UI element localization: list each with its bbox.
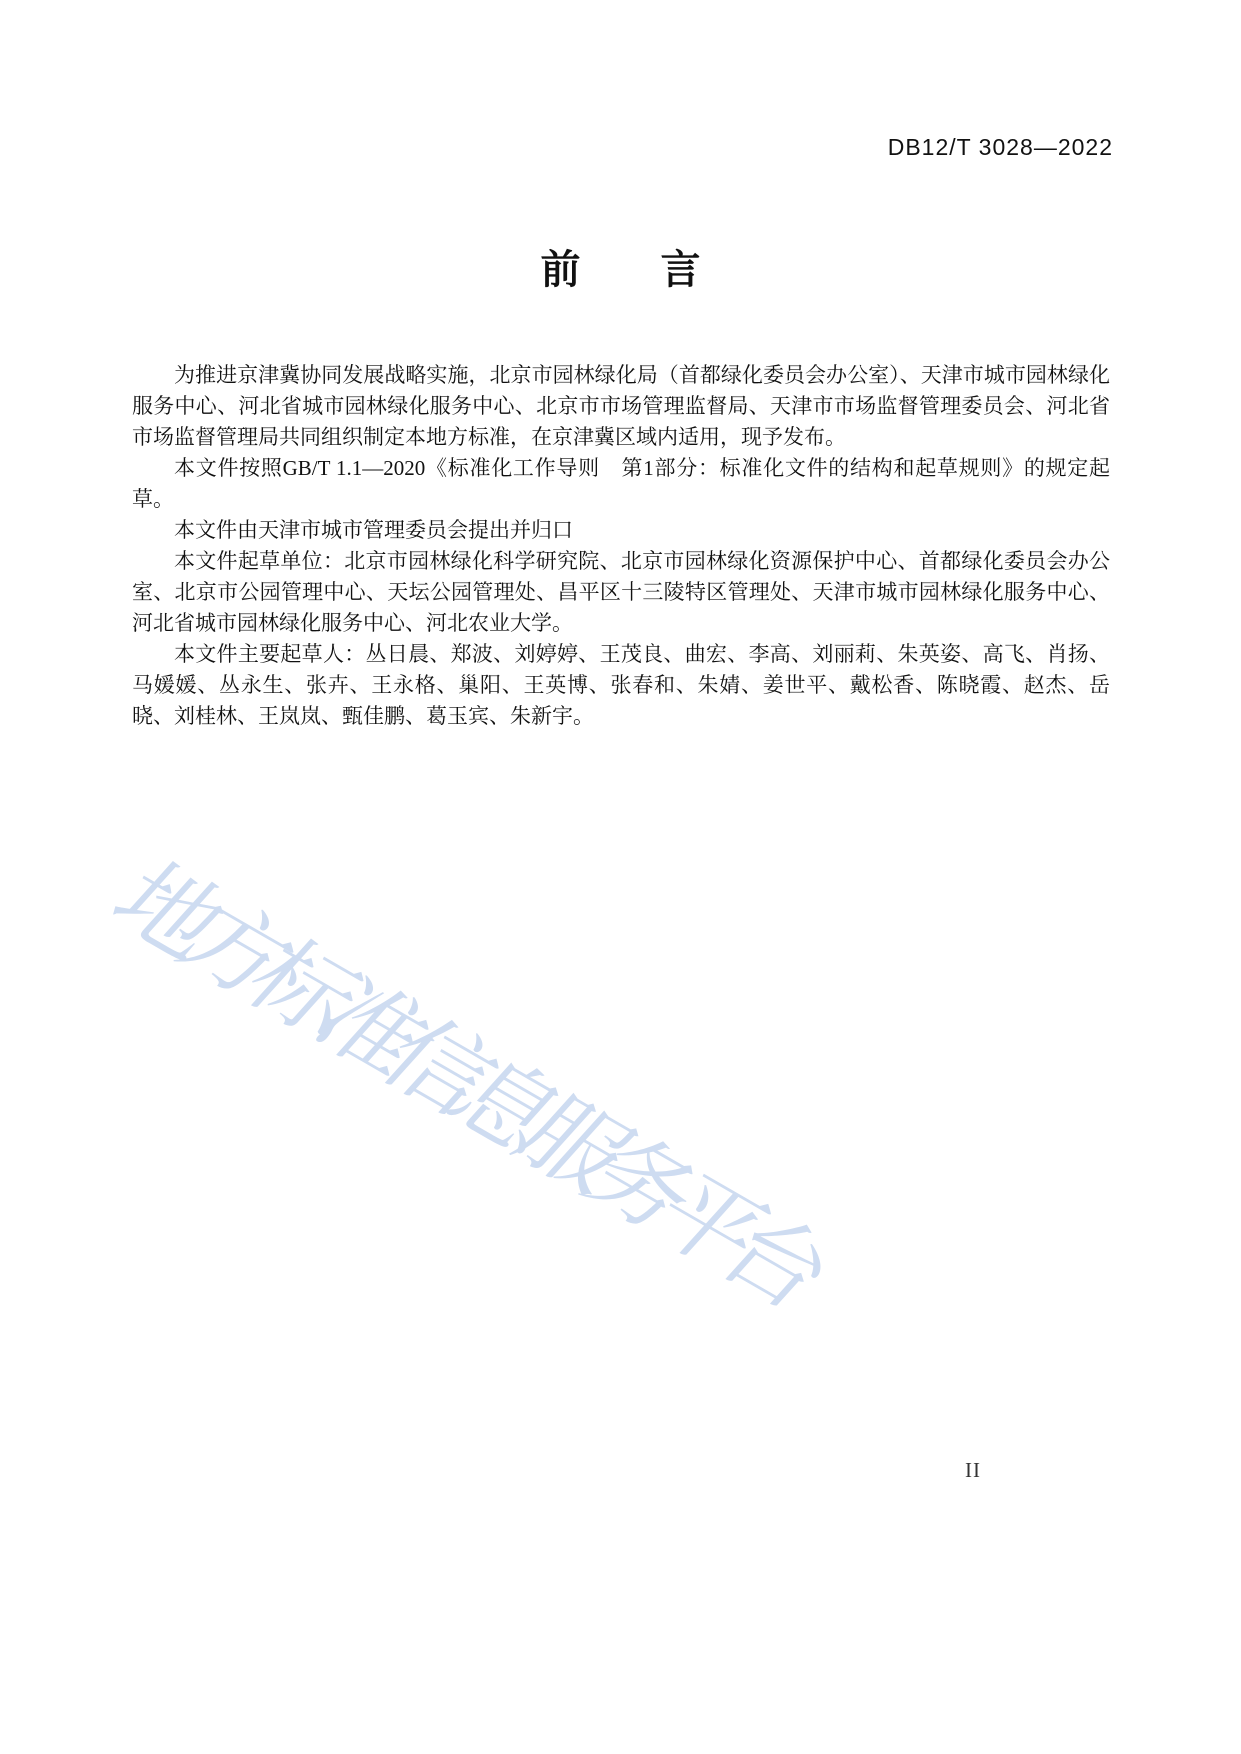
- paragraph-drafting-units: 本文件起草单位：北京市园林绿化科学研究院、北京市园林绿化资源保护中心、首都绿化委员会办公室、北京市公园管理中心、天坛公园管理处、昌平区十三陵特区管理处、天津市城市园林绿化服务中心、河北省城市园林绿化服务中心、河北农业大学。: [132, 549, 1110, 635]
- page-number: II: [965, 1458, 981, 1482]
- foreword-body: [132, 360, 1110, 732]
- paragraph-main-drafters: 本文件主要起草人：丛日晨、郑波、刘婷婷、王茂良、曲宏、李高、刘丽莉、朱英姿、高飞、肖扬、马媛媛、丛永生、张卉、王永格、巢阳、王英博、张春和、朱婧、姜世平、戴松香、陈晓霞、赵杰、岳晓、刘桂林、王岚岚、甄佳鹏、葛玉宾、朱新宇。: [132, 642, 1110, 728]
- page-title: 前 言: [540, 248, 701, 292]
- diagonal-watermark: 地方标准信息服务平台: [91, 847, 840, 1319]
- paragraph-issuing-orgs: 为推进京津冀协同发展战略实施，北京市园林绿化局（首都绿化委员会办公室）、天津市城市园林绿化服务中心、河北省城市园林绿化服务中心、北京市市场管理监督局、天津市市场监督管理委员会、河北省市场监督管理局共同组织制定本地方标准，在京津冀区域内适用，现予发布。: [132, 363, 1110, 449]
- paragraph-proposed-by: 本文件由天津市城市管理委员会提出并归口: [174, 518, 573, 542]
- standard-code: DB12/T 3028—2022: [887, 134, 1113, 160]
- paragraph-drafting-rules: 本文件按照GB/T 1.1—2020《标准化工作导则 第1部分：标准化文件的结构和起草规则》的规定起草。: [132, 456, 1110, 511]
